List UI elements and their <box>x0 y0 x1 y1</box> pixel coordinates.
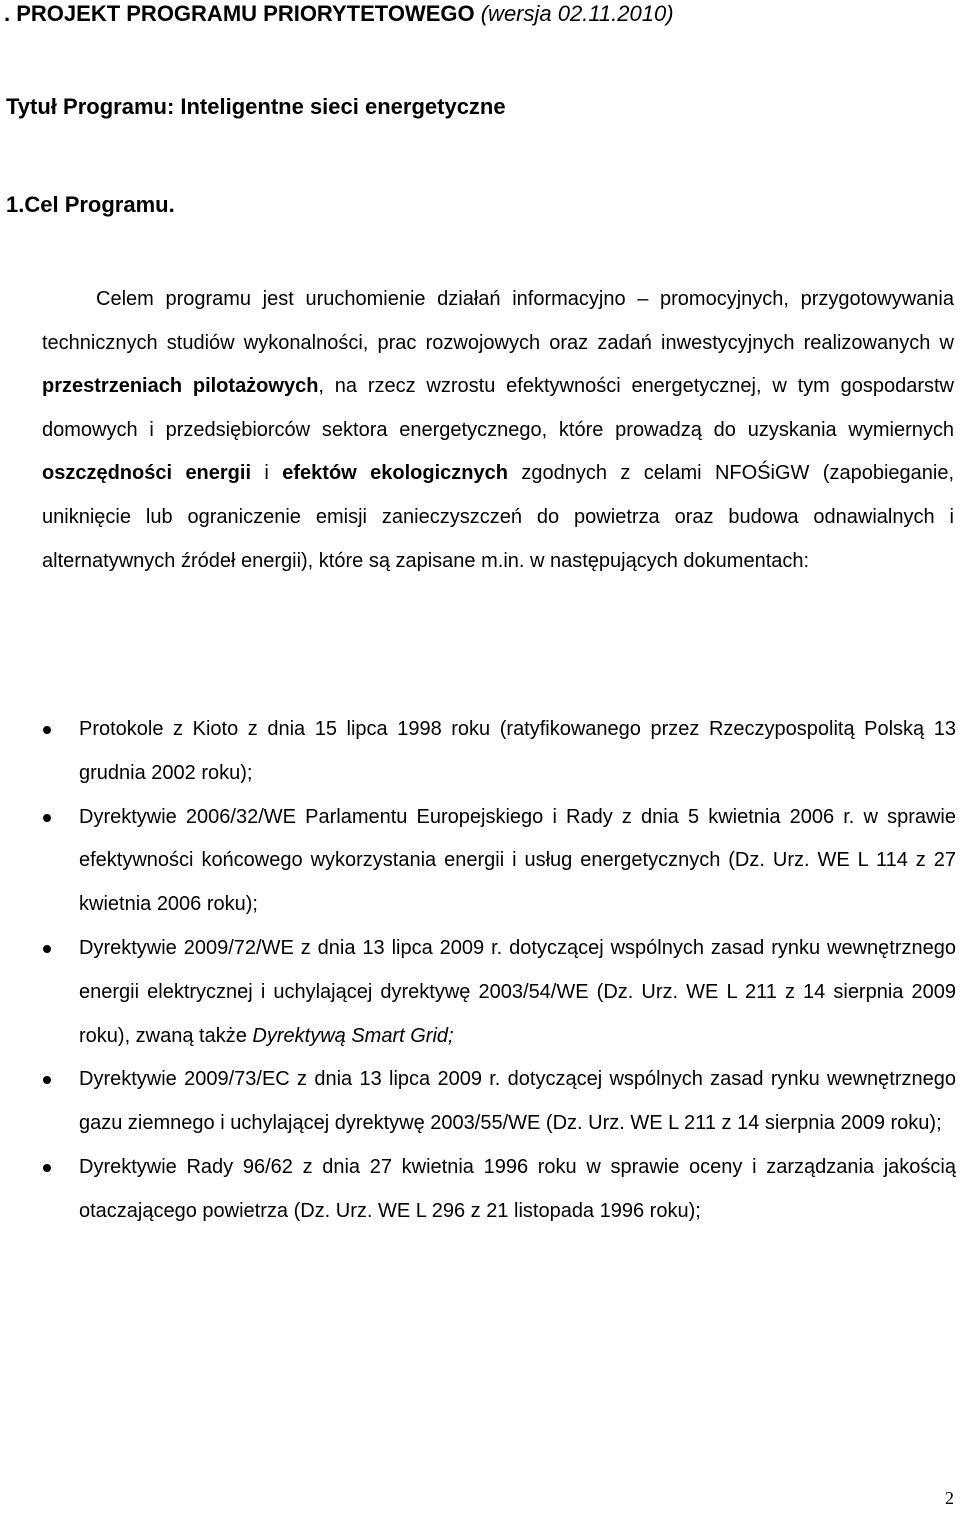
list-item <box>0 1058 956 1146</box>
bullet-icon <box>39 796 59 840</box>
list-item <box>0 796 956 927</box>
section-heading: 1.Cel Programu. <box>6 192 175 217</box>
intro-text-1: Celem programu jest uruchomienie działań informacyjno – promocyjnych, przygotowywania technicznych studiów wykonalności, prac rozwojowych oraz zadań inwestycyjnych realizowanych w <box>42 288 954 354</box>
list-item <box>0 1146 956 1234</box>
intro-text-2: , na rzecz wzrostu efektywności energetycznej, w tym gospodarstw domowych i przedsiębiorców sektora energetycznego, które prowadzą do uzyskania wymiernych <box>42 375 954 441</box>
intro-text-3: i <box>251 462 283 485</box>
intro-bold-energy-savings: oszczędności energii <box>42 462 252 485</box>
intro-bold-pilot-areas: przestrzeniach pilotażowych <box>42 375 319 398</box>
bullet-icon <box>39 1146 59 1190</box>
list-item-text: Dyrektywie 2006/32/WE Parlamentu Europejskiego i Rady z dnia 5 kwietnia 2006 r. w sprawie efektywności końcowego wykorzystania energii i usług energetycznych (Dz. Urz. WE L 114 z 27 kwietnia 2006 roku); <box>79 805 956 916</box>
header-prefix: . <box>4 1 17 26</box>
bullet-icon <box>39 708 59 752</box>
header-version: (wersja 02.11.2010) <box>480 1 674 26</box>
page-number: 2 <box>945 1488 954 1508</box>
intro-paragraph <box>42 278 954 583</box>
list-item-text: Dyrektywie 2009/73/EC z dnia 13 lipca 2009 r. dotyczącej wspólnych zasad rynku wewnętrznego gazu ziemnego i uchylającej dyrektywę 2003/55/WE (Dz. Urz. WE L 211 z 14 sierpnia 2009 roku); <box>79 1068 956 1135</box>
bullet-icon <box>39 1058 59 1102</box>
intro-bold-eco-effects: efektów ekologicznych <box>282 462 508 485</box>
list-item-italic: Dyrektywą Smart Grid; <box>252 1024 454 1047</box>
list-item-text: Dyrektywie Rady 96/62 z dnia 27 kwietnia 1996 roku w sprawie oceny i zarządzania jakością otaczającego powietrza (Dz. Urz. WE L 296 z 21 listopada 1996 roku); <box>79 1155 956 1222</box>
document-header <box>4 0 674 28</box>
list-item <box>0 927 956 1058</box>
documents-list <box>0 708 956 1234</box>
list-item-text: Protokole z Kioto z dnia 15 lipca 1998 roku (ratyfikowanego przez Rzeczypospolitą Polską 13 grudnia 2002 roku); <box>79 718 956 784</box>
header-title: PROJEKT PROGRAMU PRIORYTETOWEGO <box>16 1 475 26</box>
list-item <box>0 708 956 796</box>
bullet-icon <box>39 927 59 971</box>
intro-text-4: zgodnych z celami NFOŚiGW (zapobieganie, uniknięcie lub ograniczenie emisji zanieczyszczeń do powietrza oraz budowa odnawialnych i alternatywnych źródeł energii), które są zapisane m.in. w następujących dokumentach: <box>42 462 954 572</box>
program-title: Tytuł Programu: Inteligentne sieci energetyczne <box>6 94 506 119</box>
list-item-text: Dyrektywie 2009/72/WE z dnia 13 lipca 2009 r. dotyczącej wspólnych zasad rynku wewnętrznego energii elektrycznej i uchylającej dyrektywę 2003/54/WE (Dz. Urz. WE L 211 z 14 sierpnia 2009 roku), zwaną także <box>79 936 956 1047</box>
